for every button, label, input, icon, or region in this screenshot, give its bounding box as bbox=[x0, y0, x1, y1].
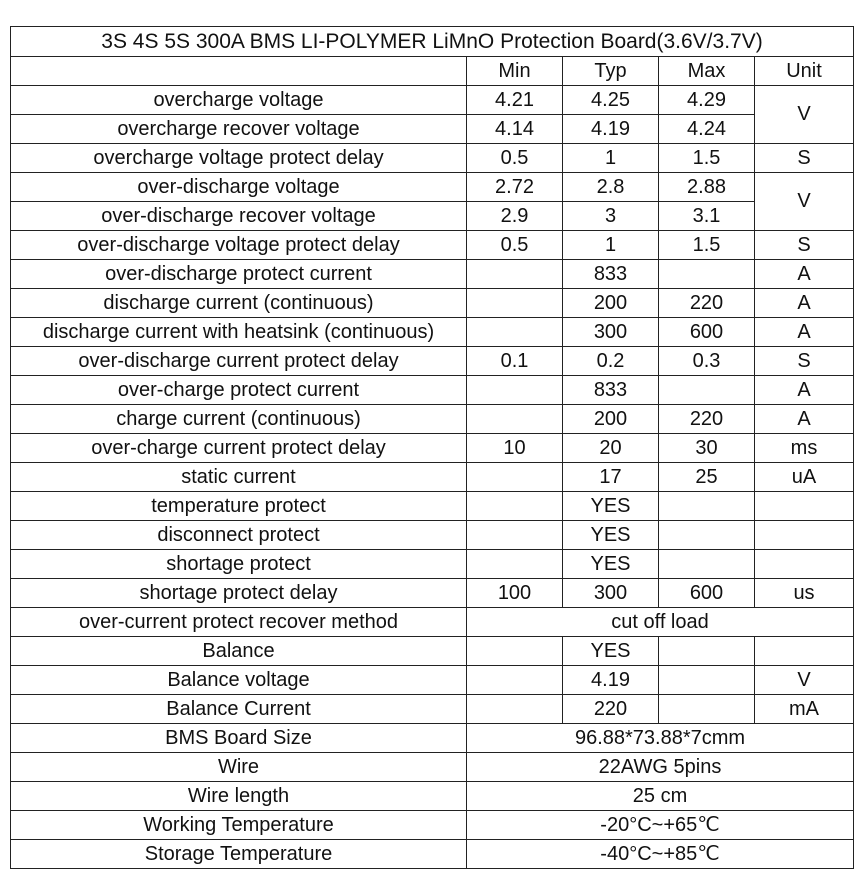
table-row bbox=[11, 608, 854, 637]
unit-value bbox=[755, 521, 854, 550]
table-row bbox=[11, 405, 854, 434]
table-title: 3S 4S 5S 300A BMS LI-POLYMER LiMnO Protection Board(3.6V/3.7V) bbox=[11, 27, 854, 57]
param-name: static current bbox=[11, 463, 467, 492]
spec-value: 96.88*73.88*7cmm bbox=[467, 724, 854, 753]
table-row bbox=[11, 840, 854, 869]
max-value: 600 bbox=[659, 318, 755, 347]
param-name: overcharge voltage protect delay bbox=[11, 144, 467, 173]
max-value: 30 bbox=[659, 434, 755, 463]
min-value: 4.14 bbox=[467, 115, 563, 144]
table-row bbox=[11, 492, 854, 521]
param-name: overcharge voltage bbox=[11, 86, 467, 115]
table-row bbox=[11, 231, 854, 260]
min-value bbox=[467, 521, 563, 550]
typ-value: 0.2 bbox=[563, 347, 659, 376]
typ-value: 1 bbox=[563, 231, 659, 260]
max-value bbox=[659, 695, 755, 724]
param-name: disconnect protect bbox=[11, 521, 467, 550]
min-value bbox=[467, 492, 563, 521]
unit-value: S bbox=[755, 347, 854, 376]
typ-value: 4.19 bbox=[563, 115, 659, 144]
max-value: 4.29 bbox=[659, 86, 755, 115]
typ-value: 2.8 bbox=[563, 173, 659, 202]
table-row bbox=[11, 666, 854, 695]
typ-value: 833 bbox=[563, 376, 659, 405]
typ-value: 1 bbox=[563, 144, 659, 173]
max-value: 3.1 bbox=[659, 202, 755, 231]
spec-value: 25 cm bbox=[467, 782, 854, 811]
min-value: 4.21 bbox=[467, 86, 563, 115]
param-name: discharge current (continuous) bbox=[11, 289, 467, 318]
min-value: 10 bbox=[467, 434, 563, 463]
max-value bbox=[659, 550, 755, 579]
typ-value: 4.25 bbox=[563, 86, 659, 115]
typ-value: YES bbox=[563, 550, 659, 579]
header-typ: Typ bbox=[563, 57, 659, 86]
param-name: Balance bbox=[11, 637, 467, 666]
param-name: charge current (continuous) bbox=[11, 405, 467, 434]
max-value: 1.5 bbox=[659, 231, 755, 260]
min-value: 0.1 bbox=[467, 347, 563, 376]
param-name: over-current protect recover method bbox=[11, 608, 467, 637]
table-row bbox=[11, 782, 854, 811]
max-value bbox=[659, 376, 755, 405]
unit-value bbox=[755, 637, 854, 666]
table-row bbox=[11, 753, 854, 782]
param-name: over-charge current protect delay bbox=[11, 434, 467, 463]
typ-value: 833 bbox=[563, 260, 659, 289]
min-value bbox=[467, 318, 563, 347]
max-value: 600 bbox=[659, 579, 755, 608]
unit-value: A bbox=[755, 318, 854, 347]
spec-sheet bbox=[10, 26, 854, 869]
typ-value: 200 bbox=[563, 405, 659, 434]
min-value bbox=[467, 376, 563, 405]
min-value bbox=[467, 463, 563, 492]
table-row bbox=[11, 724, 854, 753]
param-name: shortage protect bbox=[11, 550, 467, 579]
header-row bbox=[11, 57, 854, 86]
typ-value: 20 bbox=[563, 434, 659, 463]
table-row bbox=[11, 260, 854, 289]
table-row bbox=[11, 202, 854, 231]
min-value: 0.5 bbox=[467, 144, 563, 173]
max-value bbox=[659, 492, 755, 521]
unit-value: A bbox=[755, 376, 854, 405]
max-value bbox=[659, 637, 755, 666]
table-row bbox=[11, 144, 854, 173]
table-row bbox=[11, 521, 854, 550]
typ-value: 300 bbox=[563, 579, 659, 608]
min-value bbox=[467, 695, 563, 724]
unit-value: S bbox=[755, 144, 854, 173]
max-value: 4.24 bbox=[659, 115, 755, 144]
typ-value: 220 bbox=[563, 695, 659, 724]
unit-value: ms bbox=[755, 434, 854, 463]
param-name: overcharge recover voltage bbox=[11, 115, 467, 144]
typ-value: 200 bbox=[563, 289, 659, 318]
unit-value: A bbox=[755, 289, 854, 318]
param-name: Wire length bbox=[11, 782, 467, 811]
spec-table bbox=[10, 26, 854, 869]
typ-value: 3 bbox=[563, 202, 659, 231]
max-value bbox=[659, 260, 755, 289]
unit-value: mA bbox=[755, 695, 854, 724]
max-value: 220 bbox=[659, 289, 755, 318]
table-row bbox=[11, 579, 854, 608]
table-row bbox=[11, 550, 854, 579]
param-name: over-charge protect current bbox=[11, 376, 467, 405]
param-name: over-discharge current protect delay bbox=[11, 347, 467, 376]
typ-value: YES bbox=[563, 492, 659, 521]
min-value: 100 bbox=[467, 579, 563, 608]
table-row bbox=[11, 347, 854, 376]
min-value bbox=[467, 550, 563, 579]
param-name: BMS Board Size bbox=[11, 724, 467, 753]
unit-value: A bbox=[755, 260, 854, 289]
header-unit: Unit bbox=[755, 57, 854, 86]
unit-value: V bbox=[755, 173, 854, 231]
min-value bbox=[467, 405, 563, 434]
typ-value: YES bbox=[563, 521, 659, 550]
param-name: Wire bbox=[11, 753, 467, 782]
typ-value: YES bbox=[563, 637, 659, 666]
table-row bbox=[11, 173, 854, 202]
max-value bbox=[659, 666, 755, 695]
header-max: Max bbox=[659, 57, 755, 86]
unit-value: S bbox=[755, 231, 854, 260]
max-value bbox=[659, 521, 755, 550]
param-name: over-discharge protect current bbox=[11, 260, 467, 289]
typ-value: 4.19 bbox=[563, 666, 659, 695]
max-value: 220 bbox=[659, 405, 755, 434]
unit-value: A bbox=[755, 405, 854, 434]
max-value: 25 bbox=[659, 463, 755, 492]
table-row bbox=[11, 318, 854, 347]
table-row bbox=[11, 637, 854, 666]
param-name: discharge current with heatsink (continuous) bbox=[11, 318, 467, 347]
unit-value: uA bbox=[755, 463, 854, 492]
table-row bbox=[11, 289, 854, 318]
table-row bbox=[11, 434, 854, 463]
max-value: 1.5 bbox=[659, 144, 755, 173]
unit-value: V bbox=[755, 86, 854, 144]
table-row bbox=[11, 115, 854, 144]
spec-value: -20°C~+65℃ bbox=[467, 811, 854, 840]
unit-value bbox=[755, 550, 854, 579]
table-row bbox=[11, 86, 854, 115]
min-value: 0.5 bbox=[467, 231, 563, 260]
typ-value: 300 bbox=[563, 318, 659, 347]
unit-value: V bbox=[755, 666, 854, 695]
min-value: 2.72 bbox=[467, 173, 563, 202]
param-name: Balance voltage bbox=[11, 666, 467, 695]
param-name: Working Temperature bbox=[11, 811, 467, 840]
unit-value bbox=[755, 492, 854, 521]
param-name: over-discharge recover voltage bbox=[11, 202, 467, 231]
header-param bbox=[11, 57, 467, 86]
table-row bbox=[11, 463, 854, 492]
unit-value: us bbox=[755, 579, 854, 608]
min-value bbox=[467, 637, 563, 666]
table-row bbox=[11, 376, 854, 405]
spec-value: 22AWG 5pins bbox=[467, 753, 854, 782]
table-row bbox=[11, 811, 854, 840]
param-name: over-discharge voltage bbox=[11, 173, 467, 202]
max-value: 2.88 bbox=[659, 173, 755, 202]
spec-value: cut off load bbox=[467, 608, 854, 637]
table-row bbox=[11, 695, 854, 724]
param-name: temperature protect bbox=[11, 492, 467, 521]
min-value bbox=[467, 260, 563, 289]
param-name: over-discharge voltage protect delay bbox=[11, 231, 467, 260]
min-value bbox=[467, 289, 563, 318]
min-value: 2.9 bbox=[467, 202, 563, 231]
min-value bbox=[467, 666, 563, 695]
title-row bbox=[11, 27, 854, 57]
max-value: 0.3 bbox=[659, 347, 755, 376]
typ-value: 17 bbox=[563, 463, 659, 492]
header-min: Min bbox=[467, 57, 563, 86]
spec-value: -40°C~+85℃ bbox=[467, 840, 854, 869]
param-name: shortage protect delay bbox=[11, 579, 467, 608]
param-name: Storage Temperature bbox=[11, 840, 467, 869]
param-name: Balance Current bbox=[11, 695, 467, 724]
